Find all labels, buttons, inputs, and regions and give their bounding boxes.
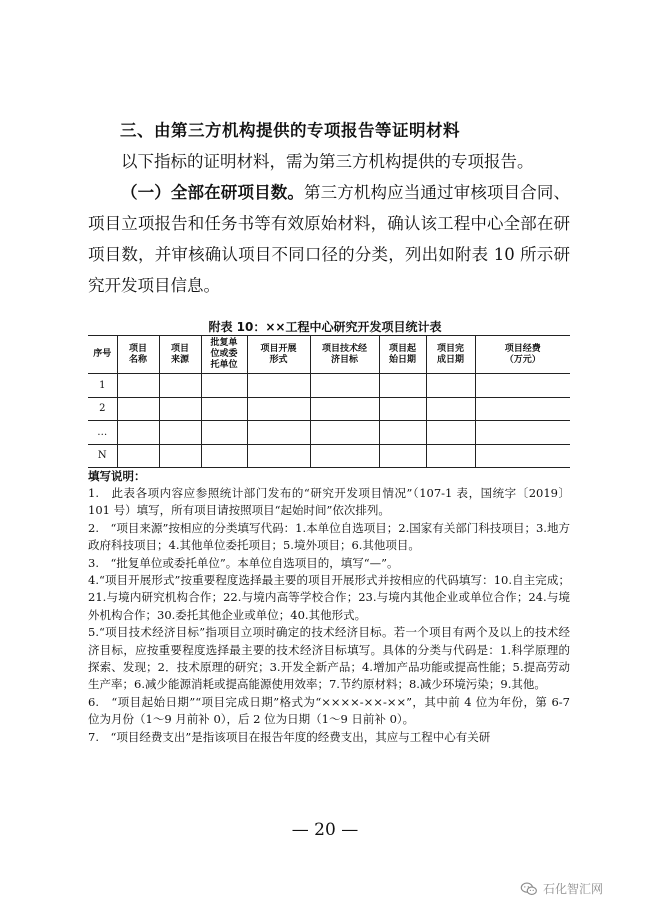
row-number: 2 [88,397,117,421]
header-start-date [379,336,426,374]
header-project-name [117,336,159,374]
header-seq [88,336,117,374]
header-line: 来源 [170,354,189,365]
header-line: 济目标 [330,354,358,365]
watermark [520,880,603,897]
intro-paragraph: 以下指标的证明材料，需为第三方机构提供的专项报告。 [121,152,534,171]
note-item: 5.“项目技术经济目标”指项目立项时确定的技术经济目标。若一个项目有两个及以上的技术经济目标，应按重要程度选择最主要的技术经济目标填写。具体的分类与代码是：1.科学原理的探索、发现；2．技术原理的研究；3.开发全新产品；4.增加产品功能或提高性能；5.提高劳动生产率；6.减少能源消耗或提高能源使用效率；7.节约原材料；8.减少环境污染；9.其他。 [88,625,570,692]
header-line: 始日期 [388,354,416,365]
header-approval-unit [201,336,247,374]
header-funding [475,336,570,374]
table-caption: 附表 10：××工程中心研究开发项目统计表 [208,320,442,334]
section1-title: （一）全部在研项目数。 [121,183,304,202]
table-row [88,374,570,398]
header-line: 批复单 [210,338,238,348]
table-row [88,397,570,421]
note-item: 6. “项目起始日期”“项目完成日期”格式为“××××-××-××”，其中前 4 位为年份，第 6-7 位为月份（1～9 月前补 0），后 2 位为日期（1～9 日前补 0）。 [88,694,570,727]
header-line: 项目 [170,343,189,354]
section1-paragraph [88,177,570,301]
table-row [88,444,570,468]
header-line: 项目起 [388,343,416,354]
header-line: 项目技术经 [321,343,367,354]
header-line: 位或委 [210,349,238,359]
header-line: 项目经费 [504,343,541,354]
header-line: （万元） [504,354,541,365]
header-line: 名称 [128,354,147,365]
header-line: 序号 [93,349,112,359]
header-tech-econ-goal [310,336,379,374]
header-line: 形式 [269,354,288,365]
filling-instructions [88,468,570,746]
project-stats-table [88,335,570,468]
row-number: 1 [88,374,117,398]
row-number: … [88,421,117,445]
wechat-icon [520,882,538,896]
header-line: 项目 [128,343,147,354]
header-end-date [426,336,475,374]
note-item: 4.“项目开展形式”按重要程度选择最主要的项目开展形式并按相应的代码填写：10.自主完成；21.与境内研究机构合作；22.与境内高等学校合作；23.与境内其他企业或单位合作；24.与境外机构合作；30.委托其他企业或单位；40.其他形式。 [88,573,570,622]
note-item: 3. “批复单位或委托单位”。本单位自选项目的，填写“—”。 [88,555,399,570]
page-number: — 20 — [291,820,359,840]
header-line: 项目开展 [260,343,297,354]
header-line: 成日期 [436,354,464,365]
header-project-source [159,336,201,374]
watermark-text: 石化智汇网 [543,882,604,896]
note-item: 7. “项目经费支出”是指该项目在报告年度的经费支出，其应与工程中心有关研 [88,729,491,744]
header-project-form [247,336,310,374]
table-header-row [88,336,570,374]
note-item: 1. 此表各项内容应参照统计部门发布的“研究开发项目情况”（107-1 表，国统字〔2019〕101 号）填写，所有项目请按照项目“起始时间”依次排列。 [88,486,570,518]
header-line: 项目完 [436,343,464,354]
section-heading: 三、由第三方机构提供的专项报告等证明材料 [120,121,460,140]
header-line: 托单位 [210,360,238,370]
table-row [88,421,570,445]
section1-text: 第三方机构应当通过审核项目合同、项目立项报告和任务书等有效原始材料，确认该工程中心全部在研项目数，并审核确认项目不同口径的分类，列出如附表 10 所示研究开发项目信息。 [88,183,571,295]
note-item: 2. “项目来源”按相应的分类填写代码：1.本单位自选项目；2.国家有关部门科技项目；3.地方政府科技项目；4.其他单位委托项目；5.境外项目；6.其他项目。 [88,520,570,553]
row-number: N [88,444,117,468]
notes-title: 填写说明： [88,469,146,483]
